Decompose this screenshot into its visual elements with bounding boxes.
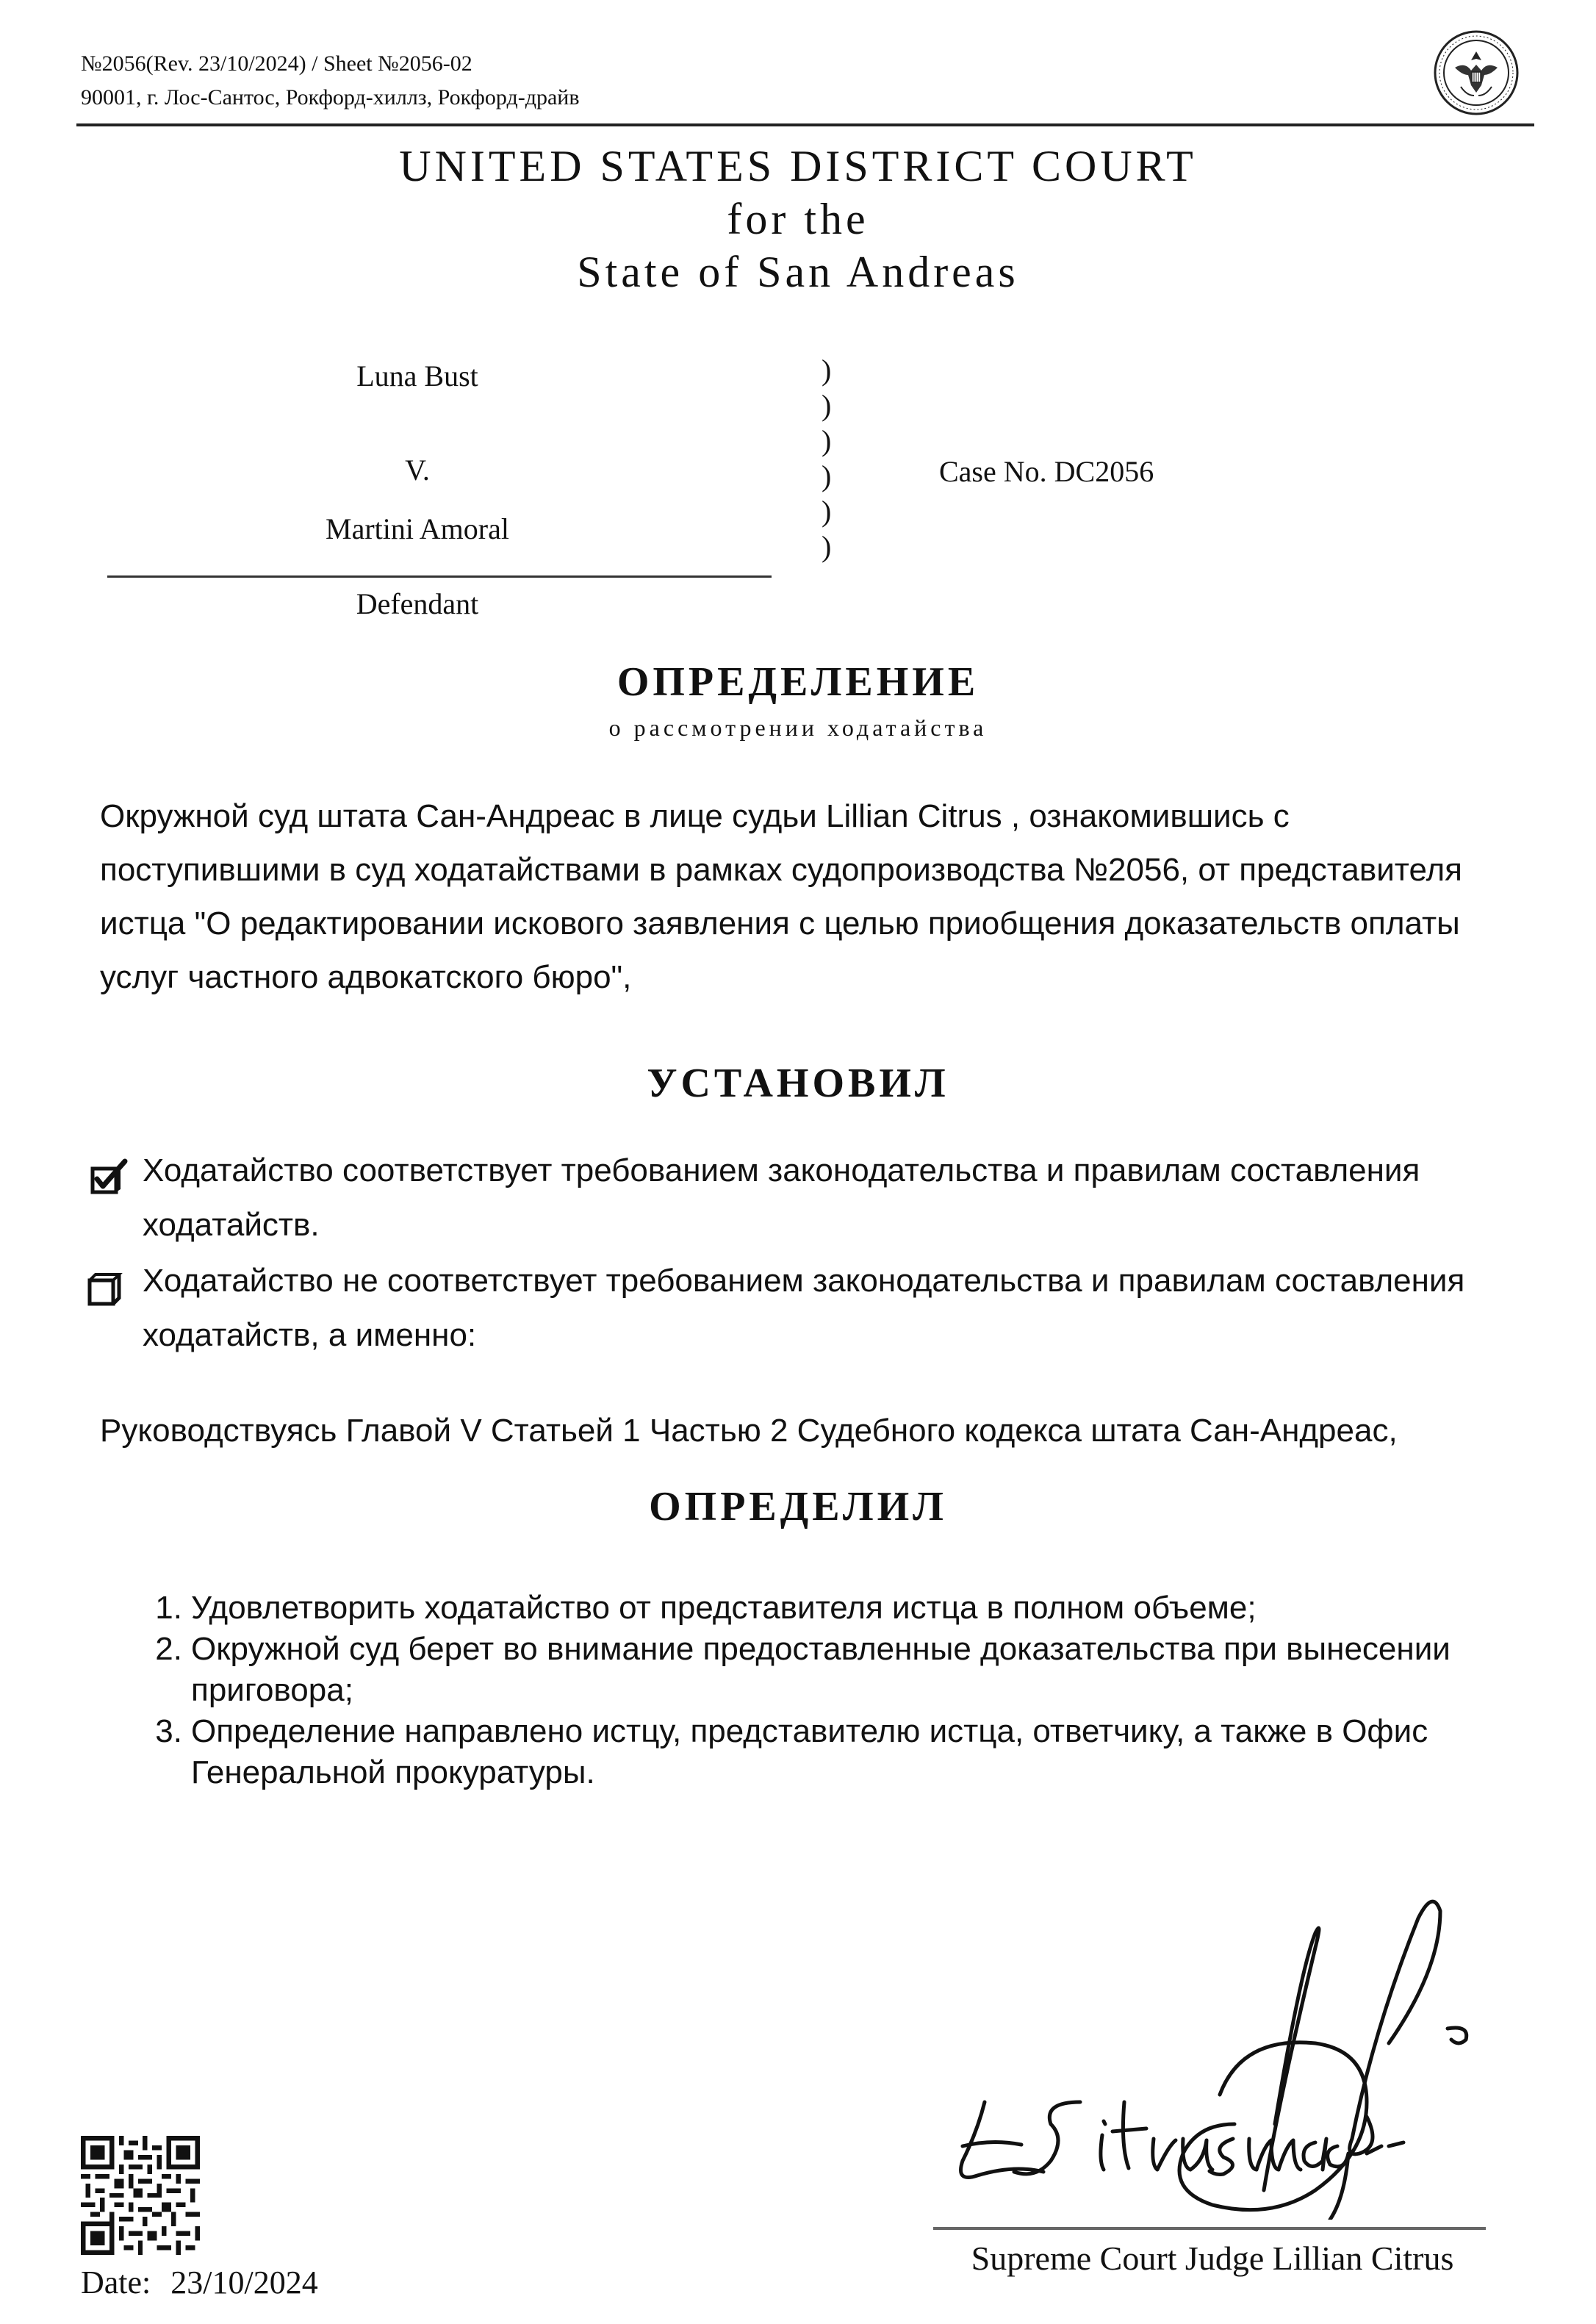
court-address: 90001, г. Лос-Сантос, Рокфорд-хиллз, Рокфорд-драйв (81, 85, 580, 110)
court-jurisdiction: State of San Andreas (577, 248, 1019, 296)
defendant-role: Defendant (356, 587, 479, 620)
court-name: UNITED STATES DISTRICT COURT (399, 142, 1197, 190)
option-text: Ходатайство не соответствует требованием законодательства и правилам составления (143, 1263, 1465, 1299)
list-text: Определение направлено истцу, представителю истца, ответчику, а также в Офис (191, 1713, 1428, 1749)
list-text: Удовлетворить ходатайство от представителя истца в полном объеме; (191, 1590, 1257, 1626)
paren: ) (822, 459, 832, 492)
caption-divider (107, 575, 772, 578)
paren: ) (822, 424, 832, 457)
document-date (81, 2264, 318, 2301)
case-number: Case No. DC2056 (939, 455, 1154, 488)
decision-list (140, 1588, 1521, 1793)
paren: ) (822, 530, 832, 563)
document-title: ОПРЕДЕЛЕНИЕ (617, 659, 979, 705)
judge-signature (933, 1882, 1492, 2220)
intro-paragraph (100, 789, 1540, 1004)
caption-parentheses (822, 353, 831, 564)
checkbox-unchecked-icon[interactable] (84, 1266, 128, 1310)
paren: ) (822, 495, 832, 528)
signature-line (933, 2227, 1486, 2230)
intro-line: истца "О редактировании искового заявления с целью приобщения доказательств оплаты (100, 905, 1460, 942)
date-label: Date: (81, 2264, 151, 2300)
checkbox-checked-icon[interactable] (87, 1157, 131, 1201)
established-option-1 (143, 1144, 1524, 1252)
list-item (140, 1711, 1521, 1793)
intro-line: услуг частного адвокатского бюро", (100, 959, 632, 995)
plaintiff-name: Luna Bust (356, 359, 478, 392)
header-divider (76, 123, 1534, 126)
versus-label: V. (405, 453, 430, 487)
paren: ) (822, 354, 832, 387)
list-text: Генеральной прокуратуры. (191, 1754, 595, 1790)
list-number: 3. (155, 1713, 182, 1749)
option-text: ходатайств. (143, 1207, 320, 1243)
established-heading: УСТАНОВИЛ (647, 1061, 949, 1106)
qr-code-icon (81, 2136, 200, 2255)
document-subtitle: о рассмотрении ходатайства (608, 714, 988, 741)
option-text: Ходатайство соответствует требованием законодательства и правилам составления (143, 1152, 1420, 1188)
list-item (140, 1629, 1521, 1711)
list-number: 2. (155, 1631, 182, 1667)
list-text: приговора; (191, 1672, 353, 1708)
date-value: 23/10/2024 (170, 2264, 318, 2300)
paren: ) (822, 389, 832, 422)
intro-line: Окружной суд штата Сан-Андреас в лице судьи Lillian Citrus , ознакомившись с (100, 798, 1290, 834)
list-number: 1. (155, 1590, 182, 1626)
intro-line: поступившими в суд ходатайствами в рамках судопроизводства №2056, от представителя (100, 852, 1462, 888)
document-reference: №2056(Rev. 23/10/2024) / Sheet №2056-02 (81, 51, 472, 76)
judge-name-label: Supreme Court Judge Lillian Citrus (971, 2239, 1454, 2277)
list-item (140, 1588, 1521, 1629)
option-text: ходатайств, а именно: (143, 1317, 477, 1353)
list-text: Окружной суд берет во внимание предоставленные доказательства при вынесении (191, 1631, 1451, 1667)
legal-basis: Руководствуясь Главой V Статьей 1 Частью 2 Судебного кодекса штата Сан-Андреас, (100, 1413, 1398, 1449)
decided-heading: ОПРЕДЕЛИЛ (649, 1484, 947, 1529)
court-seal-icon (1433, 29, 1520, 116)
established-option-2 (143, 1254, 1524, 1363)
defendant-name: Martini Amoral (326, 512, 509, 545)
court-for-the: for the (727, 195, 869, 243)
